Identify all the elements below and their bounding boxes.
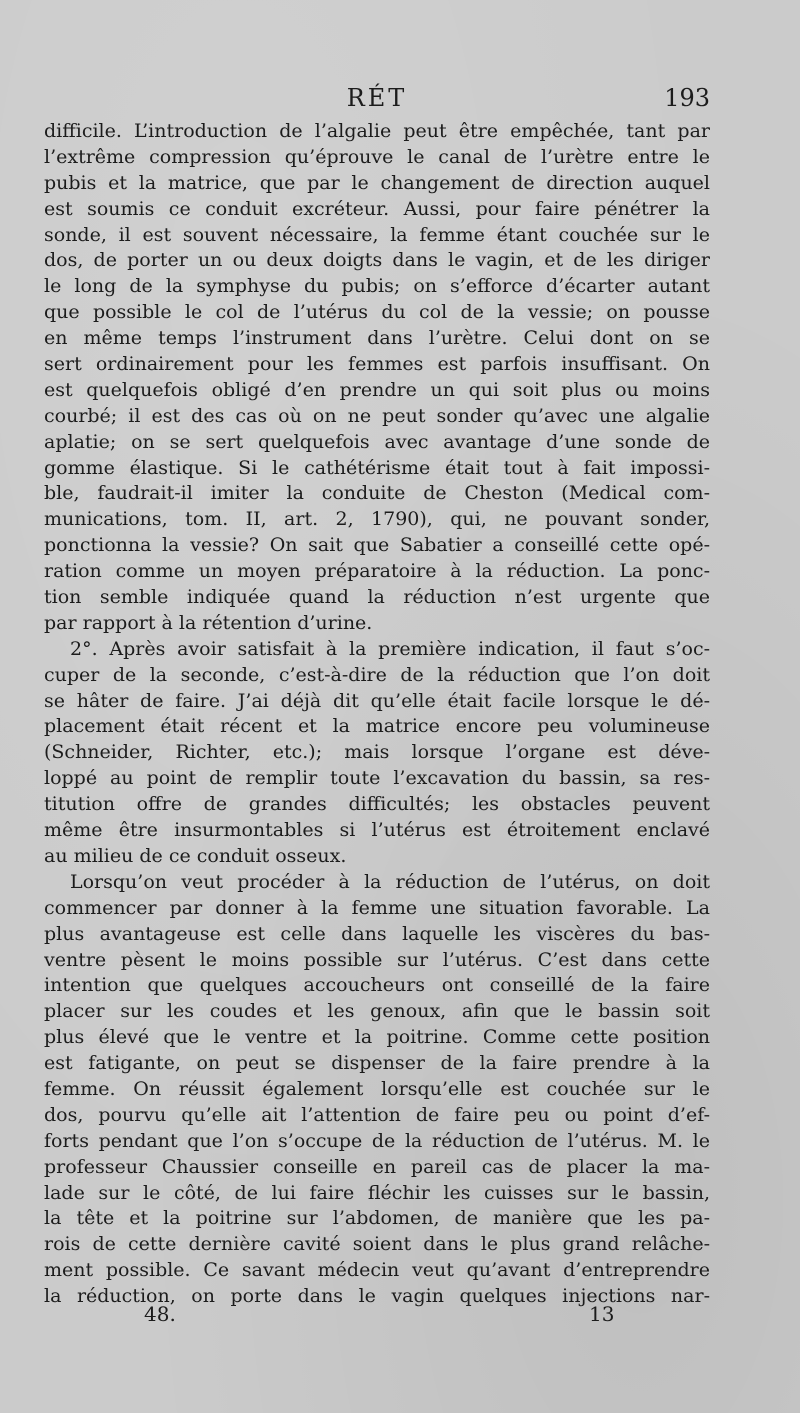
- text-line: cuper de la seconde, c’est-à-dire de la réduction que l’on doit: [44, 663, 710, 686]
- text-line: lade sur le côté, de lui faire fléchir les cuisses sur le bassin,: [44, 1181, 710, 1204]
- running-head: [44, 84, 710, 118]
- text-line: placer sur les coudes et les genoux, afin que le bassin soit: [44, 1000, 710, 1023]
- text-line: commencer par donner à la femme une situation favorable. La: [44, 896, 710, 919]
- text-line: loppé au point de remplir toute l’excavation du bassin, sa res-: [44, 767, 710, 790]
- body-text: [44, 119, 710, 1310]
- text-line: professeur Chaussier conseille en pareil cas de placer la ma-: [44, 1155, 710, 1178]
- text-line: ble, faudrait-il imiter la conduite de Cheston (Medical com-: [44, 482, 710, 505]
- text-line: munications, tom. II, art. 2, 1790), qui, ne pouvant sonder,: [44, 508, 710, 531]
- text-line: plus élevé que le ventre et la poitrine. Comme cette position: [44, 1026, 710, 1049]
- text-line: rois de cette dernière cavité soient dans le plus grand relâche-: [44, 1233, 710, 1256]
- text-line: dos, pourvu qu’elle ait l’attention de faire peu ou point d’ef-: [44, 1103, 710, 1126]
- text-line: est fatigante, on peut se dispenser de la faire prendre à la: [44, 1052, 710, 1075]
- text-line: ventre pèsent le moins possible sur l’utérus. C’est dans cette: [44, 948, 710, 971]
- text-line: se hâter de faire. J’ai déjà dit qu’elle était facile lorsque le dé-: [44, 689, 710, 712]
- text-line: placement était récent et la matrice encore peu volumineuse: [44, 715, 710, 738]
- text-line: sert ordinairement pour les femmes est parfois insuffisant. On: [44, 353, 710, 376]
- text-line: que possible le col de l’utérus du col de la vessie; on pousse: [44, 301, 710, 324]
- text-line: femme. On réussit également lorsqu’elle est couchée sur le: [44, 1077, 710, 1100]
- text-line: gomme élastique. Si le cathétérisme était tout à fait impossi-: [44, 456, 710, 479]
- text-line: est quelquefois obligé d’en prendre un qui soit plus ou moins: [44, 378, 710, 401]
- text-line: en même temps l’instrument dans l’urètre. Celui dont on se: [44, 327, 710, 350]
- text-line: titution offre de grandes difficultés; les obstacles peuvent: [44, 793, 710, 816]
- text-line: Lorsqu’on veut procéder à la réduction de l’utérus, on doit: [70, 870, 710, 893]
- text-line: aplatie; on se sert quelquefois avec avantage d’une sonde de: [44, 430, 710, 453]
- text-line: 2°. Après avoir satisfait à la première indication, il faut s’oc-: [70, 637, 710, 660]
- text-line: est soumis ce conduit excréteur. Aussi, pour faire pénétrer la: [44, 197, 710, 220]
- page-number: 193: [664, 84, 710, 112]
- signature-mark: 48.: [144, 1302, 176, 1326]
- text-line: dos, de porter un ou deux doigts dans le vagin, et de les diriger: [44, 249, 710, 272]
- running-title: RÉT: [346, 84, 408, 112]
- text-line: forts pendant que l’on s’occupe de la réduction de l’utérus. M. le: [44, 1129, 710, 1152]
- text-line: sonde, il est souvent nécessaire, la femme étant couchée sur le: [44, 223, 710, 246]
- text-line: même être insurmontables si l’utérus est étroitement enclavé: [44, 819, 710, 842]
- text-line: le long de la symphyse du pubis; on s’efforce d’écarter autant: [44, 275, 710, 298]
- text-line: ration comme un moyen préparatoire à la réduction. La ponc-: [44, 560, 710, 583]
- text-line: courbé; il est des cas où on ne peut sonder qu’avec une algalie: [44, 404, 710, 427]
- page-footer: [44, 1302, 710, 1332]
- text-line: la tête et la poitrine sur l’abdomen, de manière que les pa-: [44, 1207, 710, 1230]
- text-line: pubis et la matrice, que par le changement de direction auquel: [44, 171, 710, 194]
- text-line: tion semble indiquée quand la réduction n’est urgente que: [44, 586, 710, 609]
- text-line: par rapport à la rétention d’urine.: [44, 611, 373, 634]
- gathering-number: 13: [589, 1302, 615, 1326]
- text-line: plus avantageuse est celle dans laquelle les viscères du bas-: [44, 922, 710, 945]
- text-line: (Schneider, Richter, etc.); mais lorsque l’organe est déve-: [44, 741, 710, 764]
- text-line: ment possible. Ce savant médecin veut qu’avant d’entreprendre: [44, 1259, 710, 1282]
- text-line: au milieu de ce conduit osseux.: [44, 844, 347, 867]
- text-line: la réduction, on porte dans le vagin quelques injections nar-: [44, 1285, 710, 1308]
- text-line: intention que quelques accoucheurs ont conseillé de la faire: [44, 974, 710, 997]
- text-line: ponctionna la vessie? On sait que Sabatier a conseillé cette opé-: [44, 534, 710, 557]
- text-line: difficile. L’introduction de l’algalie peut être empêchée, tant par: [44, 120, 710, 142]
- text-line: l’extrême compression qu’éprouve le canal de l’urètre entre le: [44, 145, 710, 168]
